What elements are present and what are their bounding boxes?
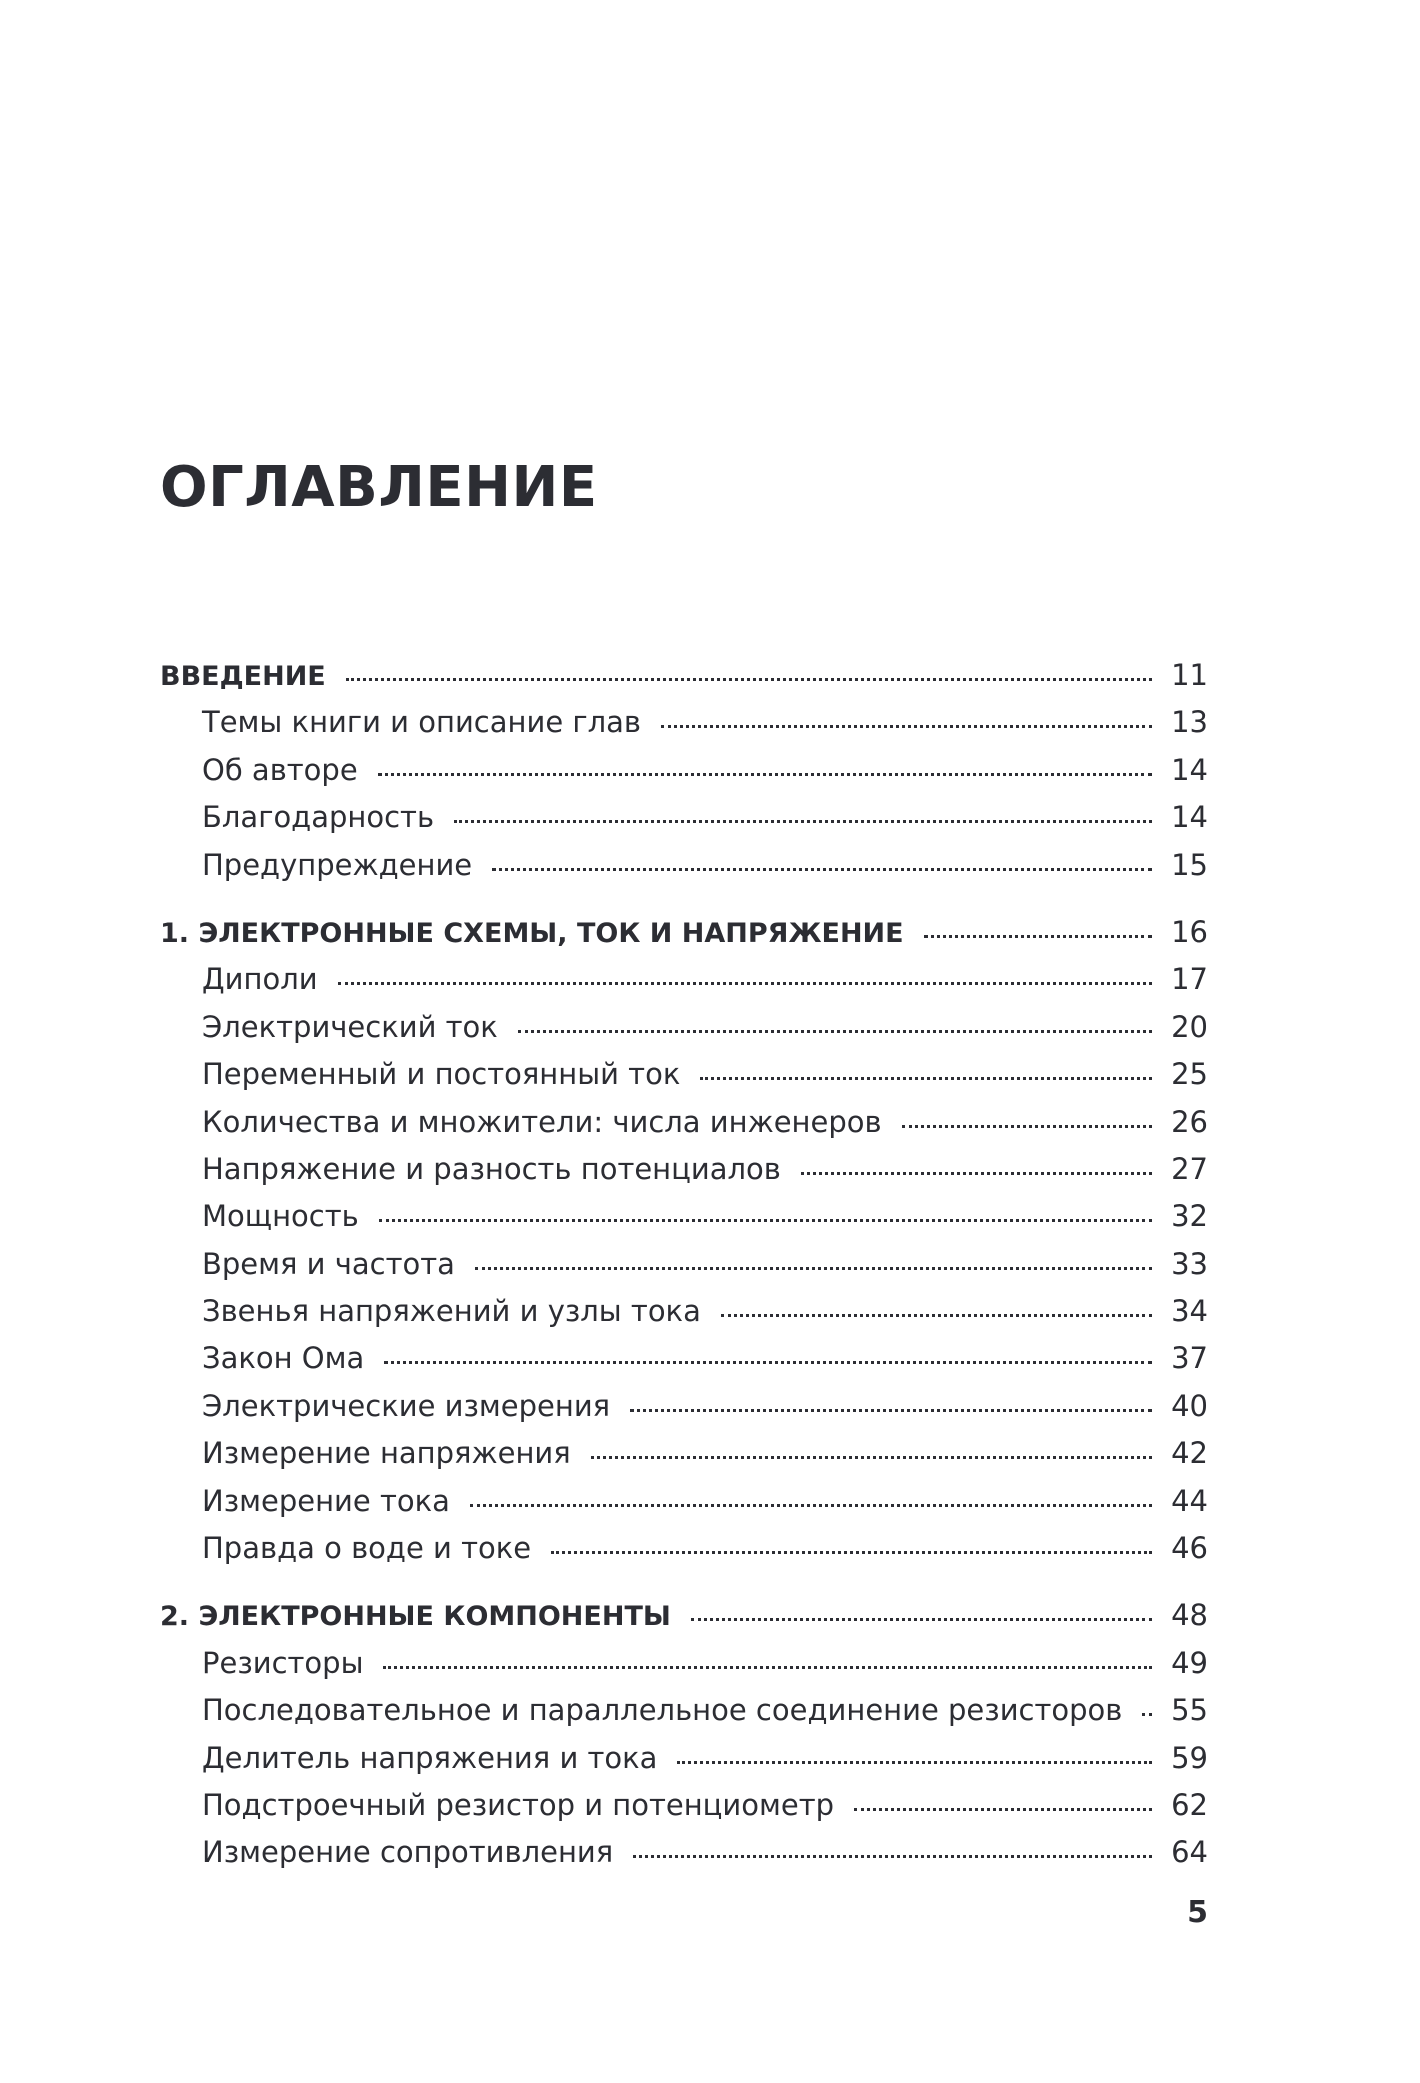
toc-entry-page: 26 (1171, 1104, 1208, 1139)
toc-entry-label: Электрические измерения (202, 1388, 611, 1423)
dot-leader (854, 1808, 1152, 1811)
toc-entry-page: 48 (1171, 1598, 1208, 1633)
toc-entry-page: 37 (1171, 1341, 1208, 1376)
toc-entry-page: 14 (1171, 800, 1208, 835)
toc-section-entry[interactable] (160, 1057, 1208, 1104)
toc-entry-label: ВВЕДЕНИЕ (160, 661, 326, 692)
toc-entry-label: Делитель напряжения и тока (202, 1740, 658, 1775)
toc-section-entry[interactable] (160, 1646, 1208, 1693)
toc-entry-page: 59 (1171, 1740, 1208, 1775)
toc-entry-label: Темы книги и описание глав (202, 705, 642, 740)
toc-entry-page: 33 (1171, 1246, 1208, 1281)
toc-entry-label: Резисторы (202, 1645, 364, 1680)
toc-section-entry[interactable] (160, 1341, 1208, 1388)
dot-leader (591, 1456, 1152, 1459)
toc-section-entry[interactable] (160, 705, 1208, 752)
dot-leader (700, 1077, 1152, 1080)
toc-entry-page: 64 (1171, 1835, 1208, 1870)
dot-leader (551, 1551, 1152, 1554)
dot-leader (518, 1030, 1152, 1033)
toc-entry-label: 1. ЭЛЕКТРОННЫЕ СХЕМЫ, ТОК И НАПРЯЖЕНИЕ (160, 917, 904, 949)
dot-leader (721, 1314, 1152, 1317)
toc-entry-label: Звенья напряжений и узлы тока (202, 1294, 701, 1329)
dot-leader (383, 1666, 1152, 1669)
dot-leader (691, 1618, 1152, 1621)
toc-entry-page: 13 (1171, 705, 1208, 740)
toc-entry-label: Диполи (202, 962, 318, 997)
toc-section-entry[interactable] (160, 800, 1208, 847)
toc-entry-label: Время и частота (202, 1246, 455, 1281)
toc-section-entry[interactable] (160, 962, 1208, 1009)
dot-leader (384, 1361, 1152, 1364)
toc-entry-page: 34 (1171, 1294, 1208, 1329)
dot-leader (902, 1125, 1152, 1128)
toc-entry-label: Предупреждение (202, 847, 473, 882)
toc-section-entry[interactable] (160, 1199, 1208, 1246)
toc-entry-page: 46 (1171, 1531, 1208, 1566)
toc-section-entry[interactable] (160, 1531, 1208, 1578)
toc-entry-page: 55 (1171, 1693, 1208, 1728)
toc-entry-page: 20 (1171, 1009, 1208, 1044)
toc-entry-page: 15 (1171, 847, 1208, 882)
toc-entry-label: Количества и множители: числа инженеров (202, 1104, 882, 1139)
toc-entry-page: 62 (1171, 1787, 1208, 1822)
toc-entry-page: 14 (1171, 752, 1208, 787)
dot-leader (677, 1761, 1152, 1764)
toc-section-entry[interactable] (160, 1788, 1208, 1835)
dot-leader (630, 1409, 1152, 1412)
toc-entry-label: Измерение тока (202, 1483, 450, 1518)
toc-entry-page: 17 (1171, 962, 1208, 997)
toc-entry-page: 49 (1171, 1645, 1208, 1680)
dot-leader (924, 935, 1152, 938)
toc-entry-label: Благодарность (202, 800, 435, 835)
dot-leader (633, 1855, 1152, 1858)
dot-leader (801, 1172, 1152, 1175)
toc-section-entry[interactable] (160, 1105, 1208, 1152)
table-of-contents (160, 658, 1208, 1883)
dot-leader (470, 1504, 1152, 1507)
toc-section-entry[interactable] (160, 1835, 1208, 1882)
toc-section-entry[interactable] (160, 1247, 1208, 1294)
toc-entry-label: Подстроечный резистор и потенциометр (202, 1787, 835, 1822)
toc-entry-label: Закон Ома (202, 1341, 365, 1376)
dot-leader (378, 773, 1152, 776)
toc-entry-page: 16 (1171, 914, 1208, 949)
toc-entry-label: Об авторе (202, 752, 358, 787)
toc-section-entry[interactable] (160, 753, 1208, 800)
toc-section-entry[interactable] (160, 1484, 1208, 1531)
toc-section-entry[interactable] (160, 1436, 1208, 1483)
toc-chapter-entry[interactable] (160, 658, 1208, 705)
toc-entry-page: 27 (1171, 1151, 1208, 1186)
toc-section-entry[interactable] (160, 1152, 1208, 1199)
toc-section-entry[interactable] (160, 1741, 1208, 1788)
toc-entry-page: 11 (1171, 658, 1208, 692)
dot-leader (475, 1267, 1152, 1270)
toc-section-entry[interactable] (160, 1010, 1208, 1057)
toc-section-entry[interactable] (160, 1294, 1208, 1341)
toc-entry-page: 25 (1171, 1057, 1208, 1092)
toc-entry-label: Мощность (202, 1199, 359, 1234)
dot-leader (661, 725, 1152, 728)
toc-entry-label: Последовательное и параллельное соединение резисторов (202, 1693, 1123, 1728)
toc-entry-label: 2. ЭЛЕКТРОННЫЕ КОМПОНЕНТЫ (160, 1601, 671, 1633)
toc-entry-page: 40 (1171, 1388, 1208, 1423)
dot-leader (346, 678, 1152, 681)
dot-leader (338, 982, 1152, 985)
toc-entry-label: Измерение напряжения (202, 1436, 571, 1471)
toc-chapter-entry[interactable] (160, 915, 1208, 962)
toc-entry-label: Правда о воде и токе (202, 1531, 532, 1566)
toc-entry-page: 32 (1171, 1199, 1208, 1234)
toc-chapter-entry[interactable] (160, 1598, 1208, 1645)
toc-section-entry[interactable] (160, 848, 1208, 895)
dot-leader (454, 820, 1152, 823)
dot-leader (1142, 1713, 1152, 1716)
toc-entry-label: Переменный и постоянный ток (202, 1057, 681, 1092)
toc-entry-page: 44 (1171, 1483, 1208, 1518)
toc-section-entry[interactable] (160, 1693, 1208, 1740)
toc-section-entry[interactable] (160, 1389, 1208, 1436)
dot-leader (492, 868, 1152, 871)
toc-entry-label: Электрический ток (202, 1009, 498, 1044)
toc-entry-label: Измерение сопротивления (202, 1835, 614, 1870)
page-title: ОГЛАВЛЕНИЕ (160, 455, 598, 520)
toc-entry-page: 42 (1171, 1436, 1208, 1471)
dot-leader (379, 1219, 1152, 1222)
page-number: 5 (1187, 1895, 1208, 1930)
toc-entry-label: Напряжение и разность потенциалов (202, 1151, 781, 1186)
